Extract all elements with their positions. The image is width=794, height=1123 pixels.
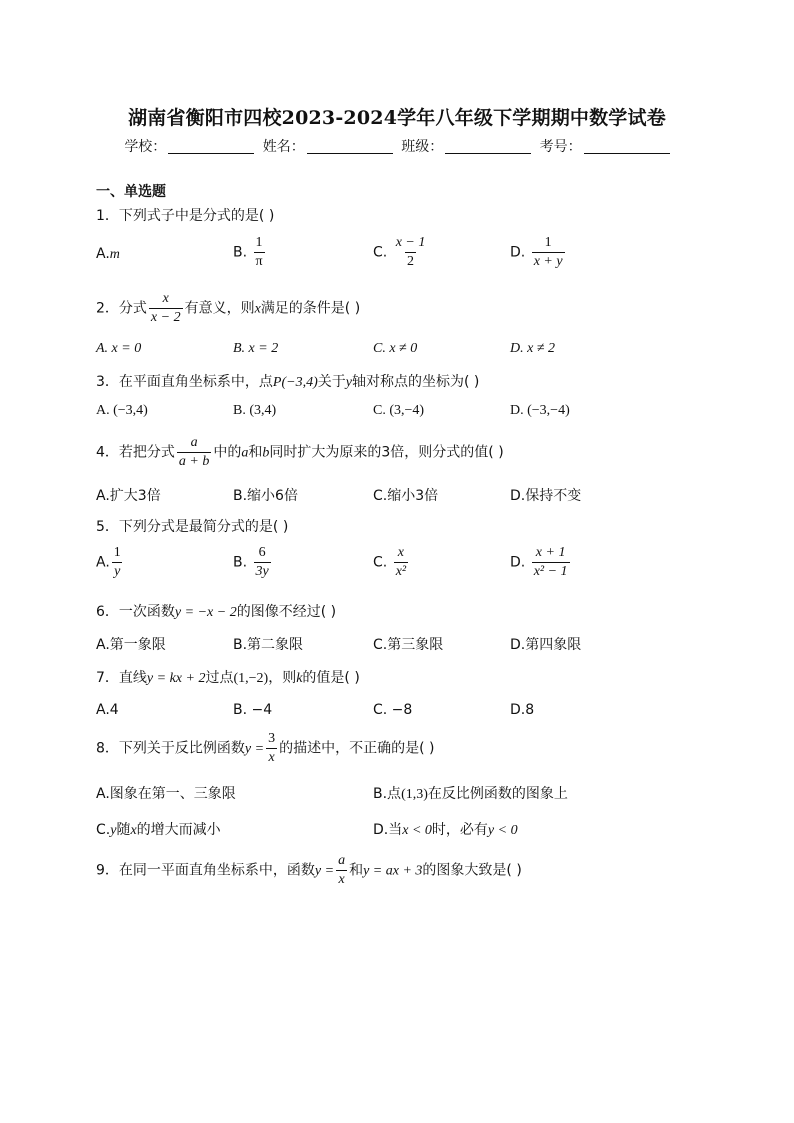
student-info-line xyxy=(0,136,794,156)
option-c-fraction xyxy=(394,236,428,269)
question-9 xyxy=(96,854,522,887)
q9-fraction xyxy=(336,854,347,887)
numerator: x + 1 xyxy=(535,545,566,560)
option-d-result: y < 0 xyxy=(487,823,518,838)
option-b-label: B. xyxy=(233,244,248,261)
option-c: C.第三象限 xyxy=(373,637,444,653)
q2-fraction xyxy=(149,292,183,325)
q7-var: k xyxy=(296,671,303,686)
option-b-pre: B.点 xyxy=(373,786,402,802)
denominator: x + y xyxy=(533,254,563,269)
q9-lhs: y = xyxy=(314,863,335,879)
option-b: B.缩小6倍 xyxy=(233,488,298,504)
denominator: a + b xyxy=(178,454,210,469)
q3-point: P(−3,4) xyxy=(272,375,318,390)
option-d-fraction xyxy=(532,546,570,579)
question-4 xyxy=(96,436,504,469)
question-1: 1．下列式子中是分式的是( ) xyxy=(96,208,275,224)
option-b: B. (3,4) xyxy=(233,403,277,418)
option-c-label: C. xyxy=(373,554,388,571)
option-c: C. (3,−4) xyxy=(373,403,425,418)
q4-fraction xyxy=(177,436,211,469)
option-d: D.8 xyxy=(510,702,535,718)
q7-post2: 的值是( ) xyxy=(302,670,360,686)
q3-post: 轴对称点的坐标为( ) xyxy=(351,374,480,390)
name-blank xyxy=(307,139,393,154)
question-3 xyxy=(96,371,479,391)
q8-post: 的描述中，不正确的是( ) xyxy=(279,740,435,757)
option-a: A.4 xyxy=(96,702,119,718)
option-c xyxy=(373,546,410,579)
option-a: A.扩大3倍 xyxy=(96,488,161,504)
numerator: 1 xyxy=(544,235,552,250)
exam-title: 湖南省衡阳市四校2023-2024学年八年级下学期期中数学试卷 xyxy=(128,107,666,129)
q9-expr: y = ax + 3 xyxy=(363,863,423,879)
question-6 xyxy=(96,601,336,621)
option-d-pre: D.当 xyxy=(373,822,403,838)
class-blank xyxy=(445,139,531,154)
name-label: 姓名： xyxy=(262,139,305,155)
denominator: y xyxy=(114,564,121,579)
q7-point: (1,−2) xyxy=(233,671,269,686)
numerator: x xyxy=(162,291,169,306)
number-blank xyxy=(584,139,670,154)
option-a-expr: m xyxy=(109,247,120,262)
numerator: a xyxy=(338,853,346,868)
option-c: C. x ≠ 0 xyxy=(373,341,418,356)
option-b: B. −4 xyxy=(233,702,273,718)
q9-post: 的图象大致是( ) xyxy=(422,862,522,879)
option-a: A.第一象限 xyxy=(96,637,166,653)
q7-mid: 过点 xyxy=(205,670,234,686)
option-c: C. −8 xyxy=(373,702,413,718)
option-c-var2: x xyxy=(130,823,137,838)
option-b-point: (1,3) xyxy=(401,787,428,802)
option-b-post: 在反比例函数的图象上 xyxy=(427,786,568,802)
question-1-options xyxy=(96,236,716,276)
option-c-var1: y xyxy=(110,823,117,838)
option-a: A. x = 0 xyxy=(96,341,142,356)
q2-post2: 满足的条件是( ) xyxy=(260,300,361,317)
option-b xyxy=(233,236,267,269)
question-8-options-row2 xyxy=(96,819,716,859)
option-d: D. x ≠ 2 xyxy=(510,341,556,356)
q4-and: 和 xyxy=(248,444,263,461)
question-2 xyxy=(96,292,360,325)
denominator: 2 xyxy=(407,254,415,269)
option-c: C.缩小3倍 xyxy=(373,488,439,504)
school-blank xyxy=(168,139,254,154)
q4-pre: 4．若把分式 xyxy=(96,444,175,461)
numerator: x − 1 xyxy=(395,235,426,250)
q8-lhs: y = xyxy=(244,741,265,757)
option-d: D.第四象限 xyxy=(510,637,582,653)
q4-var-a: a xyxy=(241,445,249,461)
q4-mid: 中的 xyxy=(213,444,242,461)
option-d-label: D. xyxy=(510,554,526,571)
q8-fraction xyxy=(266,732,277,765)
option-d: D.保持不变 xyxy=(510,488,582,504)
q2-pre: 2．分式 xyxy=(96,300,147,317)
q3-axis: y xyxy=(345,375,352,390)
option-a-label: A. xyxy=(96,246,110,262)
q7-post: ，则 xyxy=(268,670,297,686)
denominator: x xyxy=(268,750,275,765)
denominator: π xyxy=(255,254,263,269)
option-b-fraction xyxy=(254,546,271,579)
denominator: 3y xyxy=(255,564,269,579)
q6-pre: 6．一次函数 xyxy=(96,604,175,620)
numerator: x xyxy=(397,545,404,560)
numerator: 1 xyxy=(113,545,121,560)
option-d-mid: 时，必有 xyxy=(431,822,488,838)
school-label: 学校： xyxy=(124,139,167,155)
numerator: 3 xyxy=(268,731,276,746)
q8-pre: 8．下列关于反比例函数 xyxy=(96,740,245,757)
class-label: 班级： xyxy=(401,139,444,155)
question-7 xyxy=(96,667,360,687)
q9-pre: 9．在同一平面直角坐标系中，函数 xyxy=(96,862,315,879)
option-d-label: D. xyxy=(510,244,526,261)
option-c-fraction xyxy=(394,546,408,579)
option-a: A. (−3,4) xyxy=(96,403,148,418)
option-c-mid: 随 xyxy=(116,822,131,838)
option-c-post: 的增大而减小 xyxy=(136,822,221,838)
q9-and: 和 xyxy=(349,862,364,879)
option-b xyxy=(373,783,568,803)
option-a xyxy=(96,246,120,263)
option-c xyxy=(96,819,221,839)
numerator: 6 xyxy=(258,545,266,560)
denominator: x xyxy=(338,872,345,887)
numerator: a xyxy=(190,435,198,450)
option-d xyxy=(510,546,572,579)
question-5: 5．下列分式是最简分式的是( ) xyxy=(96,519,289,535)
q4-post: 同时扩大为原来的3倍，则分式的值( ) xyxy=(269,444,504,461)
option-a-fraction xyxy=(112,546,123,579)
denominator: x² xyxy=(395,564,407,579)
option-b-fraction xyxy=(254,236,265,269)
denominator: x² − 1 xyxy=(533,564,568,579)
q2-post: 有意义，则 xyxy=(184,300,255,317)
q4-var-b: b xyxy=(262,445,270,461)
option-d-cond: x < 0 xyxy=(402,823,432,838)
q7-pre: 7．直线 xyxy=(96,670,147,686)
q3-pre: 3．在平面直角坐标系中，点 xyxy=(96,374,273,390)
option-d xyxy=(373,819,518,839)
option-a: A.图象在第一、三象限 xyxy=(96,786,236,802)
option-b-label: B. xyxy=(233,554,248,571)
option-d-fraction xyxy=(532,236,565,269)
option-c-label: C. xyxy=(373,244,388,261)
option-c xyxy=(373,236,429,269)
numerator: 1 xyxy=(255,235,263,250)
option-b: B.第二象限 xyxy=(233,637,304,653)
number-label: 考号： xyxy=(539,139,582,155)
option-d: D. (−3,−4) xyxy=(510,403,570,418)
option-d xyxy=(510,236,567,269)
option-a xyxy=(96,546,125,579)
question-5-options xyxy=(96,546,716,586)
q2-var: x xyxy=(254,301,261,317)
question-8 xyxy=(96,732,434,765)
q6-expr: y = −x − 2 xyxy=(174,605,237,620)
question-8-options-row1 xyxy=(96,783,716,823)
option-b xyxy=(233,546,273,579)
q6-post: 的图像不经过( ) xyxy=(236,604,337,620)
denominator: x − 2 xyxy=(150,310,181,325)
option-a-label: A. xyxy=(96,554,110,571)
option-b: B. x = 2 xyxy=(233,341,279,356)
section-heading: 一、单选题 xyxy=(96,184,166,200)
option-c-pre: C. xyxy=(96,822,111,838)
q7-expr: y = kx + 2 xyxy=(146,671,206,686)
q3-mid: 关于 xyxy=(317,374,346,390)
